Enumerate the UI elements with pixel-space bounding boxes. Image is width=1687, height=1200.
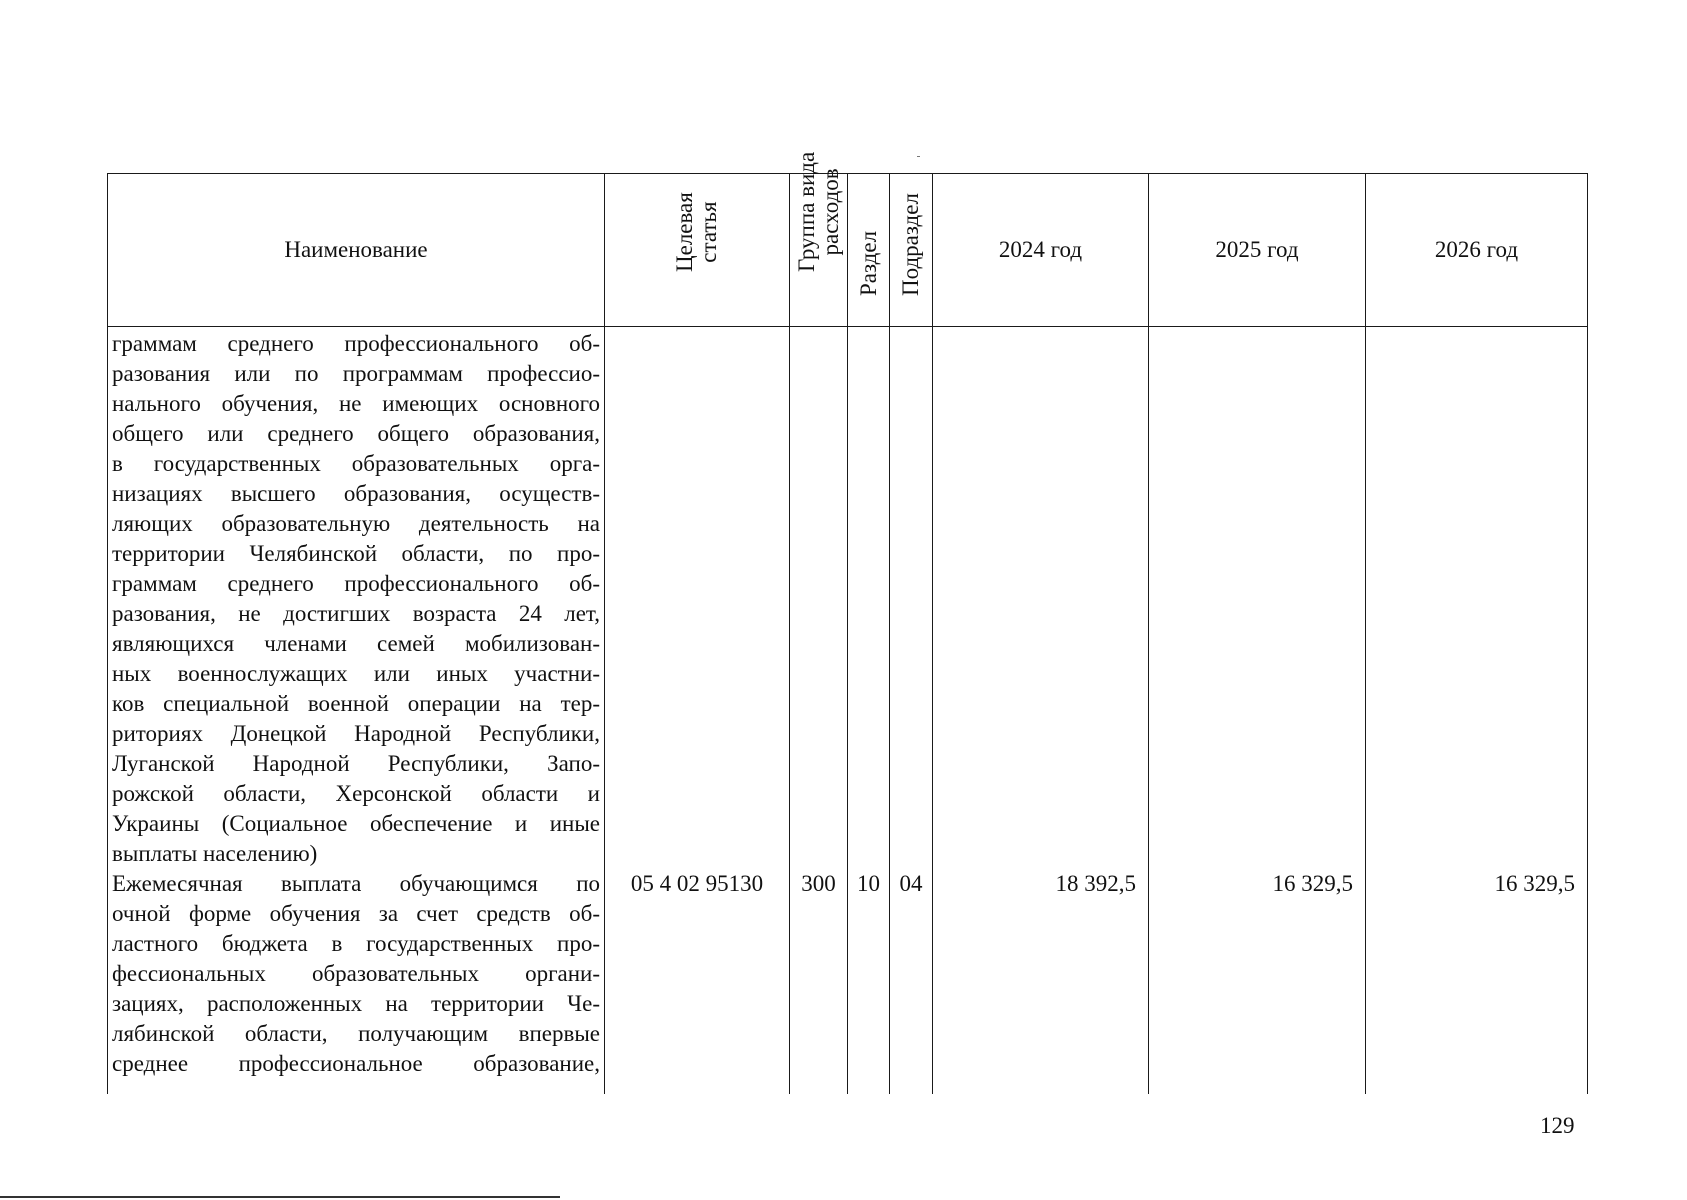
header-target-article — [605, 174, 790, 327]
scan-artifact — [917, 156, 920, 157]
cell-expense-group: 300 — [790, 327, 848, 1095]
name-line: разования, не достигших возраста 24 лет, — [112, 601, 600, 626]
name-line: низациях высшего образования, осуществ- — [112, 481, 600, 506]
header-name — [108, 174, 605, 327]
name-line: лябинской области, получающим впервые — [112, 1021, 600, 1046]
table-header — [108, 151, 1588, 327]
name-line: очной форме обучения за счет средств об- — [112, 901, 600, 926]
name-line: ных военнослужащих или иных участни- — [112, 661, 600, 686]
header-subsection — [890, 174, 933, 327]
name-line: ластного бюджета в государственных про- — [112, 931, 600, 956]
name-line: зациях, расположенных на территории Че- — [112, 991, 600, 1016]
name-line: Украины (Социальное обеспечение и иные — [112, 811, 600, 836]
name-line: территории Челябинской области, по про- — [112, 541, 600, 566]
name-line: ляющих образовательную деятельность на — [112, 511, 600, 536]
cell-target-article: 05 4 02 95130 — [605, 327, 790, 1095]
name-line: рожской области, Херсонской области и — [112, 781, 600, 806]
table-row — [108, 327, 1588, 1095]
header-year-2026: 2026 год — [1366, 174, 1588, 327]
cell-name — [108, 327, 605, 1095]
cell-year-2025: 16 329,5 — [1149, 327, 1366, 1095]
budget-table — [107, 151, 1588, 1094]
header-subsection-label: Подраздел — [898, 193, 923, 296]
bottom-rule — [0, 1196, 560, 1198]
header-expense-group-label: Группа вида расходов — [793, 151, 843, 272]
name-line: риториях Донецкой Народной Республики, — [112, 721, 600, 746]
name-paragraph-2 — [112, 869, 600, 1079]
table-body — [108, 327, 1588, 1095]
name-line: среднее профессиональное образование, — [112, 1051, 600, 1076]
name-line: граммам среднего профессионального об- — [112, 331, 600, 356]
cell-subsection: 04 — [890, 327, 933, 1095]
header-section — [848, 174, 890, 327]
cell-year-2026: 16 329,5 — [1366, 327, 1588, 1095]
page-number: 129 — [1540, 1113, 1575, 1138]
name-line: Ежемесячная выплата обучающимся по — [112, 871, 600, 896]
header-expense-group — [790, 151, 848, 327]
name-line: в государственных образовательных орга- — [112, 451, 600, 476]
header-name-label: Наименование — [284, 237, 428, 262]
header-year-2024: 2024 год — [933, 174, 1149, 327]
name-line: фессиональных образовательных органи- — [112, 961, 600, 986]
name-line: Луганской Народной Республики, Запо- — [112, 751, 600, 776]
header-section-label: Раздел — [855, 230, 881, 296]
name-line: разования или по программам профессио- — [112, 361, 600, 386]
name-paragraph-1 — [112, 329, 600, 869]
header-year-2025: 2025 год — [1149, 174, 1366, 327]
name-line: нального обучения, не имеющих основного — [112, 391, 600, 416]
cell-year-2024: 18 392,5 — [933, 327, 1149, 1095]
name-line: выплаты населению) — [112, 841, 318, 866]
cell-section: 10 — [848, 327, 890, 1095]
header-row — [108, 174, 1588, 327]
header-target-article-label: Целевая статья — [672, 192, 721, 272]
name-line: граммам среднего профессионального об- — [112, 571, 600, 596]
name-line: ков специальной военной операции на тер- — [112, 691, 600, 716]
name-line: общего или среднего общего образования, — [112, 421, 600, 446]
name-line: являющихся членами семей мобилизован- — [112, 631, 600, 656]
